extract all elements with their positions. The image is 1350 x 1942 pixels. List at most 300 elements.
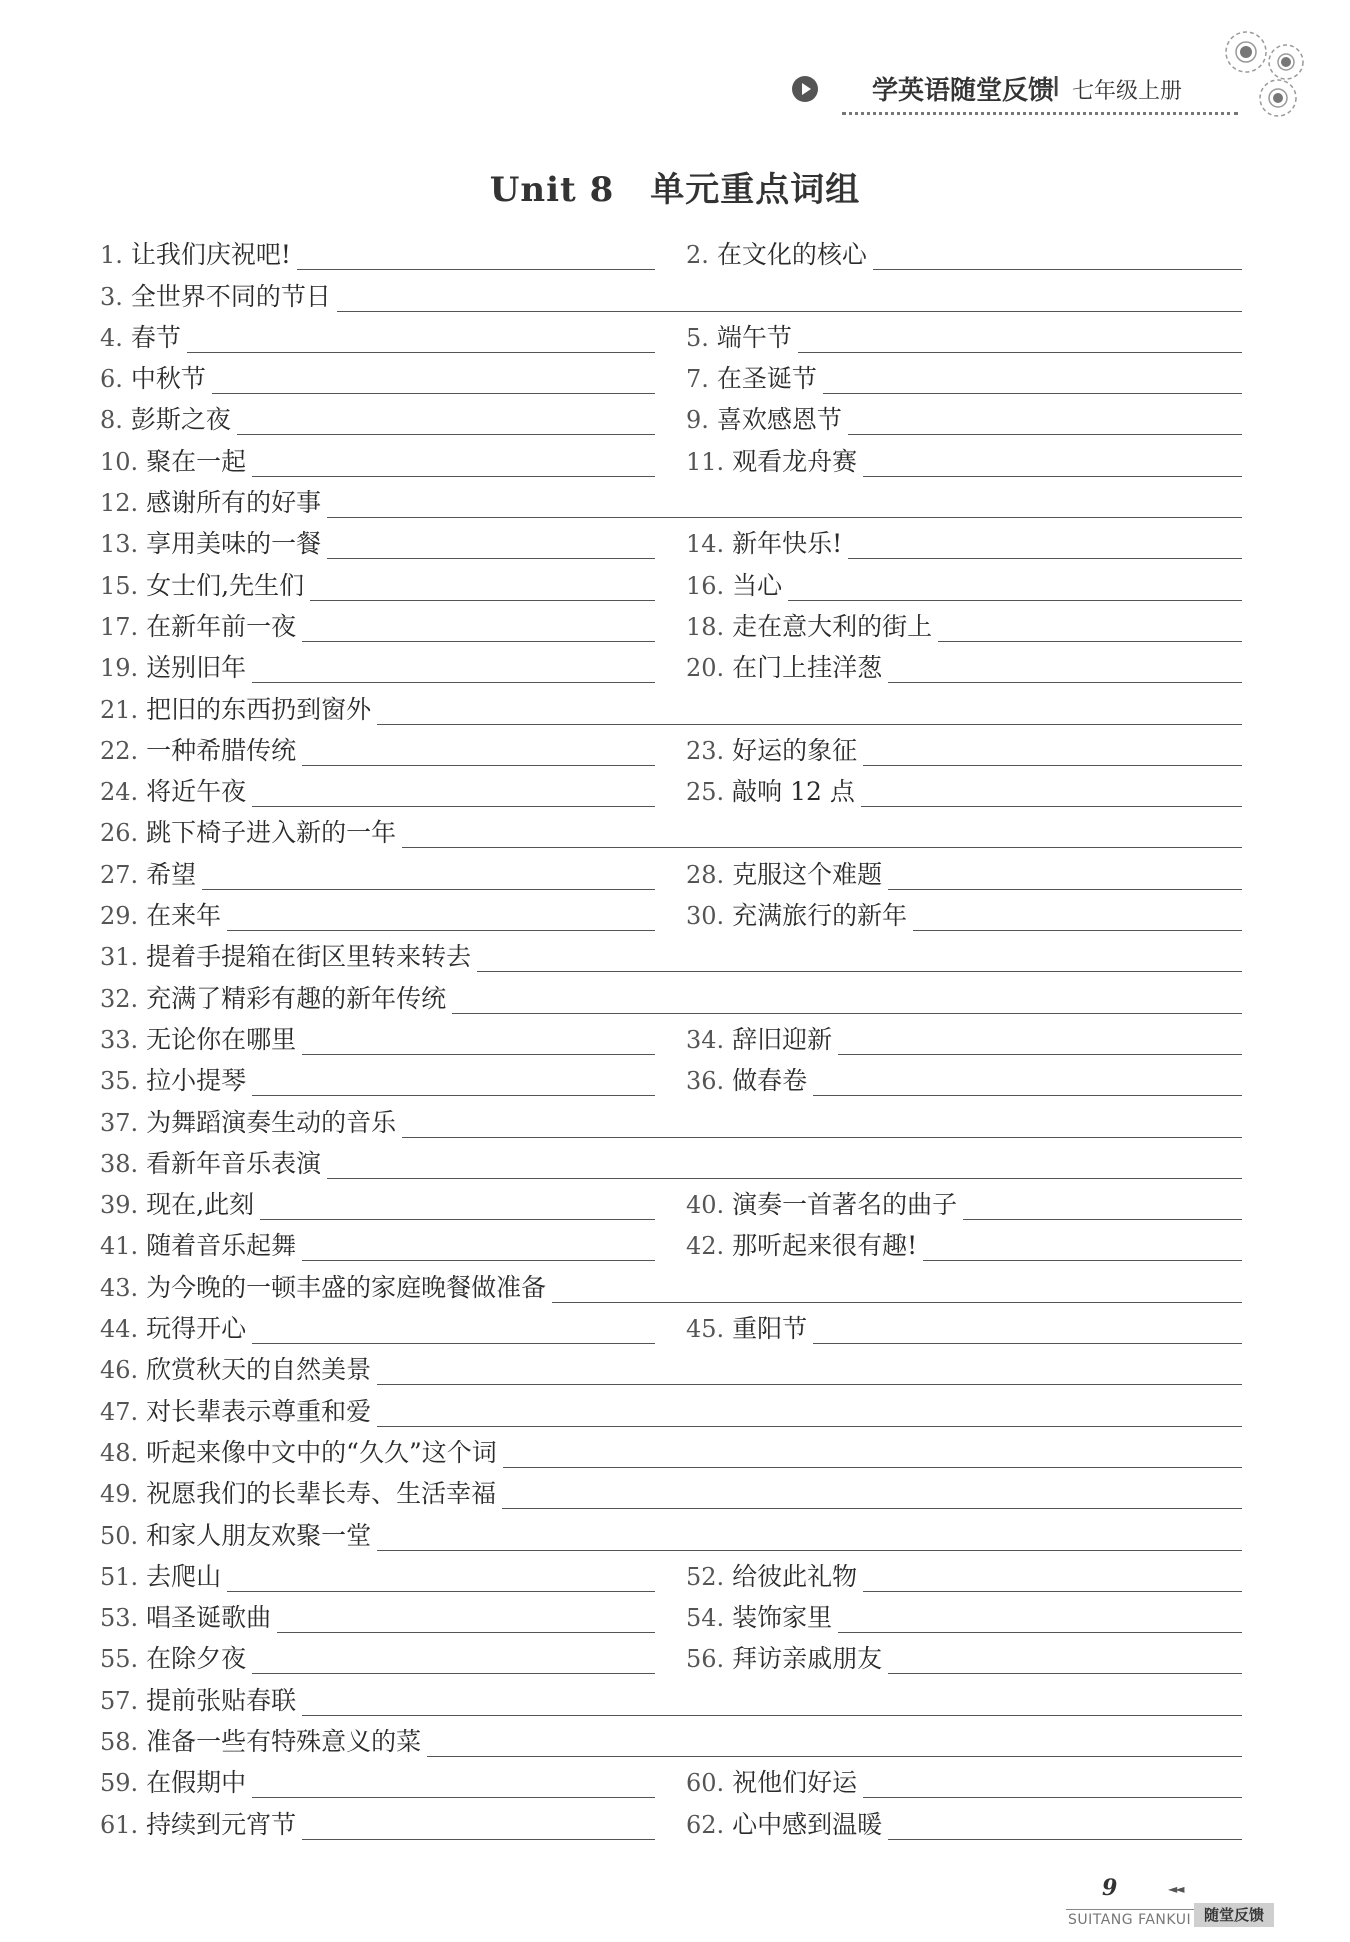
item-number: 8. [100,406,123,435]
chinese-phrase: 提前张贴春联 [146,1685,297,1715]
item-number: 9. [686,406,709,435]
phrase-item [100,1593,655,1634]
chinese-phrase: 给彼此礼物 [732,1561,858,1591]
answer-blank[interactable] [427,1755,1242,1757]
item-number: 36. [686,1067,725,1096]
phrase-item [100,313,655,354]
answer-blank[interactable] [252,475,655,477]
item-number: 3. [100,282,123,311]
answer-blank[interactable] [377,1549,1242,1551]
item-number: 35. [100,1067,139,1096]
item-number: 48. [100,1438,139,1467]
chinese-phrase: 享用美味的一餐 [146,529,322,559]
answer-blank[interactable] [798,351,1242,353]
item-number: 26. [100,819,139,848]
answer-blank[interactable] [938,640,1242,642]
phrase-row [100,684,1242,725]
phrase-row [100,519,1242,560]
item-number: 2. [686,241,709,270]
unit-title [0,162,1350,211]
phrase-item [100,1469,1242,1510]
phrase-item [100,436,655,477]
phrase-item [100,560,655,601]
phrase-item [100,1097,1242,1138]
phrase-item [100,1717,1242,1758]
chinese-phrase: 将近午夜 [146,777,247,807]
item-number: 44. [100,1315,139,1344]
phrase-item [100,767,655,808]
phrase-item [686,849,1242,890]
phrase-item [686,1015,1242,1056]
chinese-phrase: 当心 [732,570,783,600]
phrase-item [100,726,655,767]
chinese-phrase: 把旧的东西扔到窗外 [146,694,372,724]
phrase-item [100,395,655,436]
item-number: 34. [686,1025,725,1054]
answer-blank[interactable] [302,764,655,766]
answer-blank[interactable] [237,433,655,435]
phrase-item [100,1634,655,1675]
series-title: 学英语随堂反馈 [872,76,1055,106]
phrase-list [100,230,1242,1841]
phrase-item [100,1015,655,1056]
answer-blank[interactable] [873,268,1242,270]
chinese-phrase: 唱圣诞歌曲 [146,1603,272,1633]
item-number: 62. [686,1810,725,1839]
answer-blank[interactable] [302,1714,1242,1716]
phrase-row [100,1510,1242,1551]
phrase-row [100,271,1242,312]
answer-blank[interactable] [212,392,655,394]
chinese-phrase: 在圣诞节 [716,364,817,394]
item-number: 50. [100,1521,139,1550]
unit-label: Unit 8 [489,170,615,210]
phrase-row [100,1015,1242,1056]
answer-blank[interactable] [861,805,1242,807]
item-number: 43. [100,1273,139,1302]
item-number: 23. [686,736,725,765]
item-number: 30. [686,902,725,931]
chinese-phrase: 希望 [146,859,197,889]
phrase-item [100,1345,1242,1386]
phrase-row [100,1799,1242,1840]
phrase-row [100,849,1242,890]
item-number: 58. [100,1727,139,1756]
phrase-row [100,1428,1242,1469]
phrase-row [100,1139,1242,1180]
item-number: 40. [686,1191,725,1220]
phrase-row [100,602,1242,643]
phrase-row [100,560,1242,601]
phrase-row [100,643,1242,684]
chinese-phrase: 和家人朋友欢聚一堂 [146,1520,372,1550]
item-number: 52. [686,1562,725,1591]
item-number: 24. [100,778,139,807]
phrase-item [100,1758,655,1799]
phrase-item [686,891,1242,932]
chinese-phrase: 新年快乐! [732,529,843,559]
phrase-item [686,395,1242,436]
item-number: 37. [100,1108,139,1137]
answer-blank[interactable] [813,1094,1242,1096]
chinese-phrase: 喜欢感恩节 [716,405,842,435]
item-number: 33. [100,1025,139,1054]
answer-blank[interactable] [838,1053,1242,1055]
phrase-row [100,395,1242,436]
item-number: 25. [686,778,725,807]
chinese-phrase: 去爬山 [146,1561,222,1591]
phrase-row [100,1056,1242,1097]
header-dotted-divider [842,112,1238,115]
phrase-row [100,1180,1242,1221]
chinese-phrase: 祝他们好运 [732,1768,858,1798]
answer-blank[interactable] [297,268,655,270]
answer-blank[interactable] [252,1342,655,1344]
item-number: 29. [100,902,139,931]
chinese-phrase: 让我们庆祝吧! [130,240,291,270]
answer-blank[interactable] [923,1259,1242,1261]
answer-blank[interactable] [252,1796,655,1798]
phrase-item [100,1386,1242,1427]
phrase-row [100,354,1242,395]
answer-blank[interactable] [863,1796,1242,1798]
phrase-row [100,1304,1242,1345]
chinese-phrase: 做春卷 [732,1066,808,1096]
phrase-item [686,313,1242,354]
item-number: 54. [686,1604,725,1633]
answer-blank[interactable] [888,888,1242,890]
item-number: 11. [686,447,725,476]
chinese-phrase: 聚在一起 [146,446,247,476]
answer-blank[interactable] [813,1342,1242,1344]
phrase-item [686,1304,1242,1345]
answer-blank[interactable] [202,888,655,890]
phrase-item [100,808,1242,849]
phrase-item [100,271,1242,312]
answer-blank[interactable] [888,681,1242,683]
answer-blank[interactable] [477,970,1242,972]
phrase-row [100,1675,1242,1716]
phrase-row [100,1469,1242,1510]
answer-blank[interactable] [327,1177,1242,1179]
chinese-phrase: 辞旧迎新 [732,1024,833,1054]
item-number: 17. [100,612,139,641]
answer-blank[interactable] [327,557,655,559]
phrase-item [100,973,1242,1014]
chinese-phrase: 演奏一首著名的曲子 [732,1190,958,1220]
chinese-phrase: 中秋节 [130,364,206,394]
chinese-phrase: 感谢所有的好事 [146,488,322,518]
phrase-item [100,354,655,395]
chinese-phrase: 听起来像中文中的“久久”这个词 [146,1437,497,1467]
answer-blank[interactable] [963,1218,1242,1220]
chinese-phrase: 心中感到温暖 [732,1809,883,1839]
answer-blank[interactable] [863,1590,1242,1592]
phrase-item [100,1221,655,1262]
item-number: 61. [100,1810,139,1839]
item-number: 19. [100,654,139,683]
chinese-phrase: 拜访亲戚朋友 [732,1644,883,1674]
phrase-item [100,1510,1242,1551]
item-number: 55. [100,1645,139,1674]
item-number: 47. [100,1397,139,1426]
chinese-phrase: 装饰家里 [732,1603,833,1633]
phrase-item [686,602,1242,643]
answer-blank[interactable] [848,433,1242,435]
phrase-item [686,1758,1242,1799]
phrase-item [100,519,655,560]
chinese-phrase: 持续到元宵节 [146,1809,297,1839]
chinese-phrase: 充满旅行的新年 [732,901,908,931]
item-number: 12. [100,489,139,518]
answer-blank[interactable] [838,1631,1242,1633]
answer-blank[interactable] [823,392,1242,394]
item-number: 51. [100,1562,139,1591]
answer-blank[interactable] [302,1053,655,1055]
phrase-item [100,643,655,684]
phrase-item [686,230,1242,271]
answer-blank[interactable] [402,1136,1242,1138]
phrase-row [100,478,1242,519]
item-number: 6. [100,365,123,394]
chinese-phrase: 敲响 12 点 [732,777,855,807]
chinese-phrase: 欣赏秋天的自然美景 [146,1355,372,1385]
chinese-phrase: 观看龙舟赛 [732,446,858,476]
phrase-item [686,1221,1242,1262]
phrase-item [100,932,1242,973]
chinese-phrase: 跳下椅子进入新的一年 [146,818,397,848]
phrase-item [100,1262,1242,1303]
answer-blank[interactable] [377,723,1242,725]
item-number: 14. [686,530,725,559]
chinese-phrase: 无论你在哪里 [146,1024,297,1054]
phrase-row [100,932,1242,973]
item-number: 21. [100,695,139,724]
phrase-item [100,1180,655,1221]
answer-blank[interactable] [402,846,1242,848]
phrase-row [100,1221,1242,1262]
footer-pinyin: SUITANG FANKUI [1068,1912,1192,1928]
phrase-row [100,1634,1242,1675]
phrase-item [100,478,1242,519]
answer-blank[interactable] [302,1838,655,1840]
answer-blank[interactable] [863,475,1242,477]
phrase-row [100,1717,1242,1758]
phrase-item [686,767,1242,808]
answer-blank[interactable] [863,764,1242,766]
phrase-item [100,1675,1242,1716]
phrase-row [100,1552,1242,1593]
answer-blank[interactable] [913,929,1242,931]
item-number: 1. [100,241,123,270]
chinese-phrase: 彭斯之夜 [130,405,231,435]
footer-tag: 随堂反馈 [1194,1903,1274,1927]
phrase-item [100,1552,655,1593]
item-number: 20. [686,654,725,683]
answer-blank[interactable] [252,805,655,807]
phrase-row [100,1593,1242,1634]
phrase-item [100,230,655,271]
chinese-phrase: 在文化的核心 [716,240,867,270]
phrase-row [100,1386,1242,1427]
chinese-phrase: 走在意大利的街上 [732,611,933,641]
phrase-row [100,313,1242,354]
unit-heading: 单元重点词组 [650,170,861,210]
item-number: 39. [100,1191,139,1220]
page-number: 9 [1102,1875,1118,1901]
item-number: 7. [686,365,709,394]
answer-blank[interactable] [888,1672,1242,1674]
answer-blank[interactable] [252,681,655,683]
chinese-phrase: 在假期中 [146,1768,247,1798]
chinese-phrase: 重阳节 [732,1314,808,1344]
answer-blank[interactable] [310,599,655,601]
item-number: 38. [100,1149,139,1178]
play-icon [792,76,818,102]
phrase-item [100,684,1242,725]
chinese-phrase: 春节 [130,322,181,352]
answer-blank[interactable] [848,557,1242,559]
item-number: 5. [686,323,709,352]
answer-blank[interactable] [227,1590,655,1592]
item-number: 27. [100,860,139,889]
answer-blank[interactable] [277,1631,655,1633]
chinese-phrase: 拉小提琴 [146,1066,247,1096]
answer-blank[interactable] [452,1012,1242,1014]
phrase-item [686,560,1242,601]
phrase-row [100,891,1242,932]
answer-blank[interactable] [302,1259,655,1261]
phrase-row [100,436,1242,477]
chinese-phrase: 现在,此刻 [146,1190,255,1220]
phrase-row [100,767,1242,808]
phrase-row [100,1345,1242,1386]
phrase-item [686,354,1242,395]
chinese-phrase: 克服这个难题 [732,859,883,889]
item-number: 45. [686,1315,725,1344]
chinese-phrase: 送别旧年 [146,653,247,683]
phrase-item [686,519,1242,560]
answer-blank[interactable] [888,1838,1242,1840]
chinese-phrase: 对长辈表示尊重和爱 [146,1396,372,1426]
item-number: 18. [686,612,725,641]
chinese-phrase: 为今晚的一顿丰盛的家庭晚餐做准备 [146,1272,547,1302]
item-number: 56. [686,1645,725,1674]
phrase-item [100,891,655,932]
answer-blank[interactable] [788,599,1242,601]
item-number: 59. [100,1769,139,1798]
phrase-item [686,1180,1242,1221]
item-number: 15. [100,571,139,600]
phrase-row [100,1097,1242,1138]
phrase-item [100,1428,1242,1469]
item-number: 41. [100,1232,139,1261]
item-number: 49. [100,1480,139,1509]
chinese-phrase: 端午节 [716,322,792,352]
item-number: 60. [686,1769,725,1798]
phrase-item [686,1799,1242,1840]
phrase-item [686,1593,1242,1634]
phrase-item [100,602,655,643]
chinese-phrase: 好运的象征 [732,735,858,765]
chinese-phrase: 准备一些有特殊意义的菜 [146,1726,422,1756]
item-number: 53. [100,1604,139,1633]
phrase-item [100,1056,655,1097]
answer-blank[interactable] [252,1672,655,1674]
item-number: 32. [100,984,139,1013]
phrase-item [686,643,1242,684]
answer-blank[interactable] [227,929,655,931]
answer-blank[interactable] [552,1301,1242,1303]
chinese-phrase: 在新年前一夜 [146,611,297,641]
item-number: 16. [686,571,725,600]
item-number: 57. [100,1686,139,1715]
chinese-phrase: 那听起来很有趣! [732,1231,918,1261]
phrase-item [686,1056,1242,1097]
phrase-item [100,1799,655,1840]
item-number: 22. [100,736,139,765]
answer-blank[interactable] [302,640,655,642]
back-arrows-icon: ◄◄ [1168,1882,1183,1896]
footer-divider [1066,1909,1196,1910]
answer-blank[interactable] [187,351,655,353]
grade-label: 七年级上册 [1072,79,1183,104]
phrase-item [100,1304,655,1345]
chinese-phrase: 祝愿我们的长辈长寿、生活幸福 [146,1479,497,1509]
phrase-item [100,1139,1242,1180]
answer-blank[interactable] [327,516,1242,518]
item-number: 28. [686,860,725,889]
chinese-phrase: 在来年 [146,901,222,931]
answer-blank[interactable] [503,1466,1242,1468]
item-number: 42. [686,1232,725,1261]
answer-blank[interactable] [377,1383,1242,1385]
phrase-item [100,849,655,890]
chinese-phrase: 提着手提箱在街区里转来转去 [146,942,472,972]
answer-blank[interactable] [502,1507,1242,1509]
item-number: 13. [100,530,139,559]
phrase-item [686,1552,1242,1593]
chinese-phrase: 在除夕夜 [146,1644,247,1674]
answer-blank[interactable] [252,1094,655,1096]
phrase-item [686,436,1242,477]
chinese-phrase: 看新年音乐表演 [146,1148,322,1178]
chinese-phrase: 全世界不同的节日 [130,281,331,311]
flower-decoration-icon [1208,20,1318,130]
chinese-phrase: 为舞蹈演奏生动的音乐 [146,1107,397,1137]
page-header [0,0,1350,130]
phrase-row [100,973,1242,1014]
answer-blank[interactable] [260,1218,655,1220]
chinese-phrase: 女士们,先生们 [146,570,305,600]
header-separator: I [1052,70,1061,103]
chinese-phrase: 在门上挂洋葱 [732,653,883,683]
item-number: 31. [100,943,139,972]
phrase-row [100,1262,1242,1303]
chinese-phrase: 一种希腊传统 [146,735,297,765]
chinese-phrase: 充满了精彩有趣的新年传统 [146,983,447,1013]
item-number: 46. [100,1356,139,1385]
phrase-row [100,1758,1242,1799]
answer-blank[interactable] [337,310,1242,312]
phrase-row [100,726,1242,767]
chinese-phrase: 随着音乐起舞 [146,1231,297,1261]
item-number: 10. [100,447,139,476]
phrase-item [686,1634,1242,1675]
answer-blank[interactable] [377,1425,1242,1427]
phrase-item [686,726,1242,767]
phrase-row [100,230,1242,271]
